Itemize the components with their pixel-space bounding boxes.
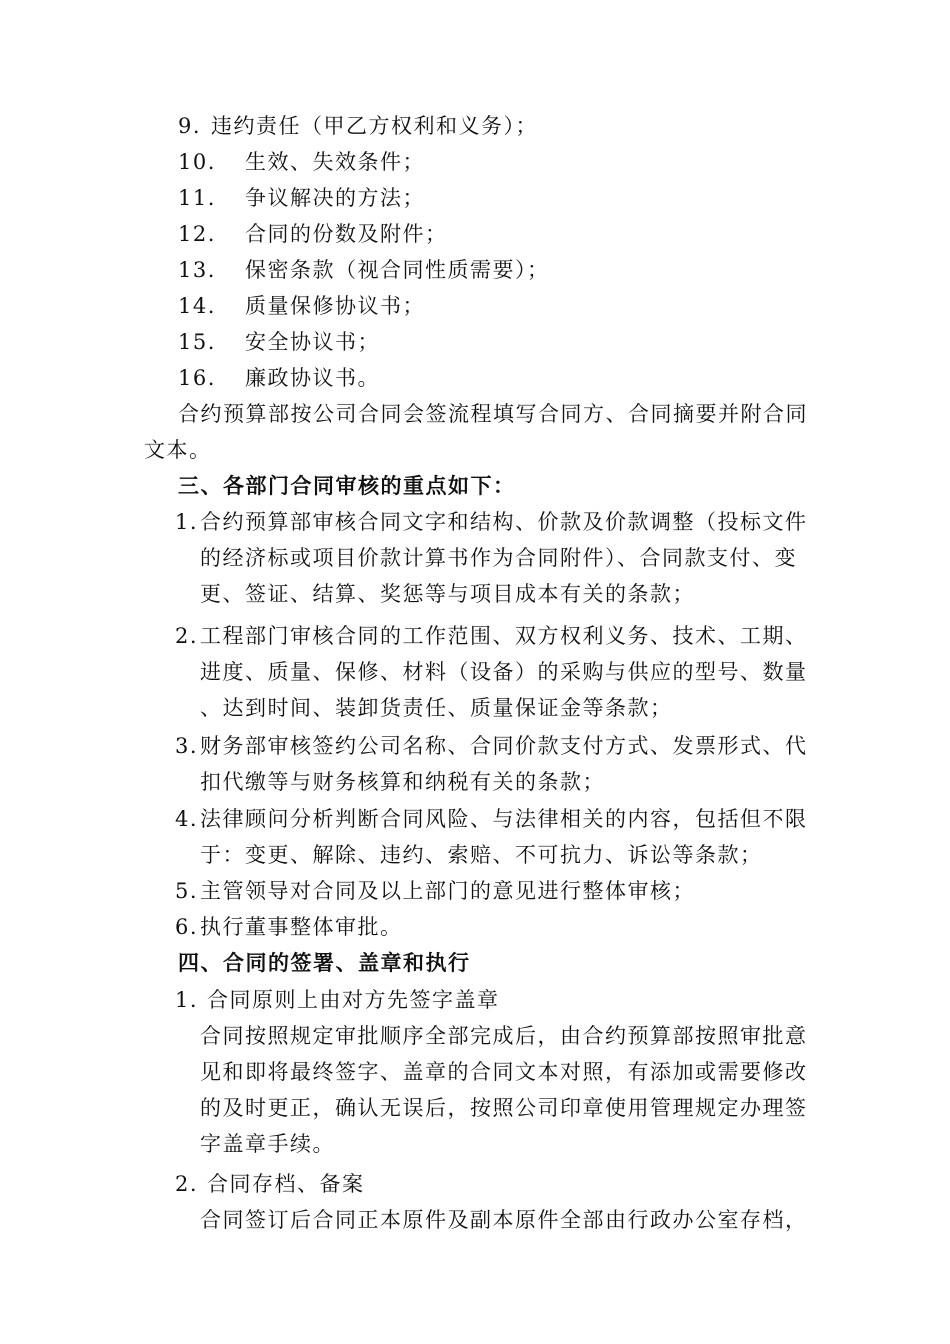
list-number: 16. [178,366,216,390]
list-number: 5. [175,879,199,903]
list-item-text: 合同的份数及附件； [245,222,448,246]
list-item-text: 执行董事整体审批。 [200,915,403,939]
list-item-text: 保密条款（视合同性质需要）； [245,258,550,282]
list-number: 10. [178,150,216,174]
list-number: 3. [175,734,199,758]
list-item-text: 安全协议书； [245,330,380,354]
paragraph-line: 见和即将最终签字、盖章的合同文本对照，有添加或需要修改 [200,1060,808,1084]
list-item-text: 于：变更、解除、违约、索赔、不可抗力、诉讼等条款； [200,843,763,867]
list-item-text: 质量保修协议书； [245,294,425,318]
list-number: 1. [175,988,199,1012]
list-number: 6. [175,915,199,939]
list-item-text: 工程部门审核合同的工作范围、双方权利义务、技术、工期、 [200,624,808,648]
section-heading: 三、各部门合同审核的重点如下： [178,473,516,498]
list-item-text: 进度、质量、保修、材料（设备）的采购与供应的型号、数量 [200,660,808,684]
list-number: 4. [175,807,199,831]
list-number: 14. [178,294,216,318]
list-item-text: 主管领导对合同及以上部门的意见进行整体审核； [200,879,695,903]
list-number: 15. [178,330,216,354]
list-item-text: 争议解决的方法； [245,186,425,210]
list-item-text: 、达到时间、装卸货责任、质量保证金等条款； [200,696,673,720]
list-number: 11. [178,186,216,210]
list-item-text: 违约责任（甲乙方权利和义务）； [211,114,538,138]
paragraph-line: 的及时更正，确认无误后，按照公司印章使用管理规定办理签 [200,1096,808,1120]
list-item-text: 扣代缴等与财务核算和纳税有关的条款； [200,770,605,794]
paragraph-line: 合同按照规定审批顺序全部完成后，由合约预算部按照审批意 [200,1024,808,1048]
paragraph-line: 字盖章手续。 [200,1132,335,1156]
list-number: 13. [178,258,216,282]
paragraph-line: 合同签订后合同正本原件及副本原件全部由行政办公室存档， [200,1208,808,1232]
list-number: 9. [178,114,202,138]
list-item-text: 合约预算部审核合同文字和结构、价款及价款调整（投标文件 [200,510,808,534]
list-item-text: 廉政协议书。 [245,366,380,390]
list-number: 12. [178,222,216,246]
list-item-text: 法律顾问分析判断合同风险、与法律相关的内容，包括但不限 [200,807,808,831]
list-number: 2. [175,624,199,648]
subsection-title: 合同存档、备案 [207,1172,365,1196]
paragraph-line: 文本。 [144,438,212,462]
list-item-text: 财务部审核签约公司名称、合同价款支付方式、发票形式、代 [200,734,808,758]
list-item-text: 生效、失效条件； [245,150,425,174]
subsection-title: 合同原则上由对方先签字盖章 [207,988,500,1012]
list-number: 1. [175,510,199,534]
paragraph-line: 合约预算部按公司合同会签流程填写合同方、合同摘要并附合同 [178,402,808,426]
list-item-text: 的经济标或项目价款计算书作为合同附件）、合同款支付、变 [200,546,797,570]
section-heading: 四、合同的签署、盖章和执行 [178,950,471,975]
list-item-text: 更、签证、结算、奖惩等与项目成本有关的条款； [200,582,695,606]
list-number: 2. [175,1172,199,1196]
